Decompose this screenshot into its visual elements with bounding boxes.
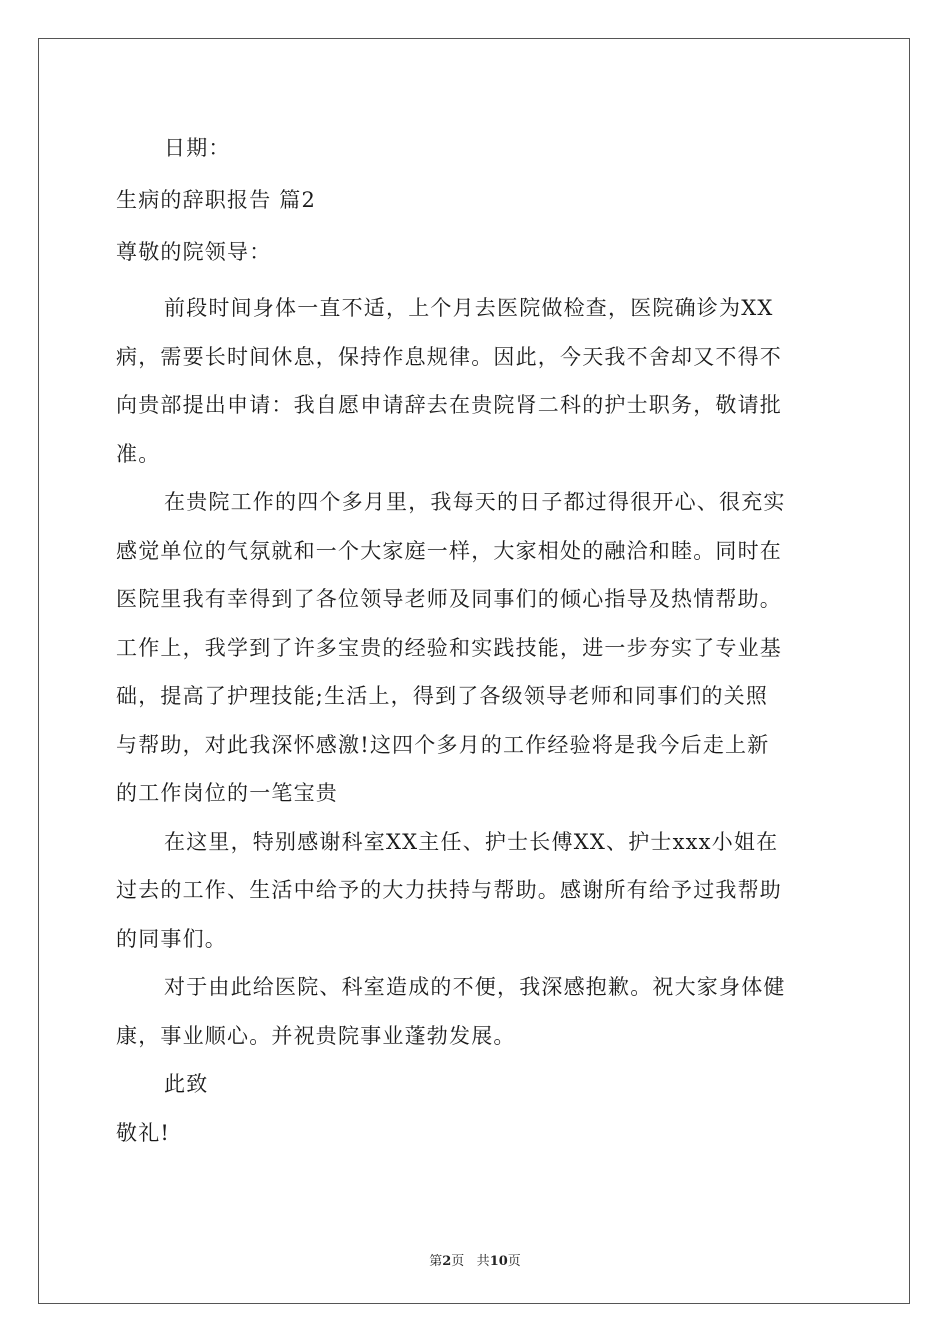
paragraph-line: 前段时间身体一直不适，上个月去医院做检查，医院确诊为XX — [164, 296, 774, 320]
footer-prefix: 第 — [429, 1254, 443, 1269]
footer-page-unit: 页 — [451, 1254, 465, 1269]
salutation: 尊敬的院领导： — [116, 240, 272, 264]
paragraph-line: 感觉单位的气氛就和一个大家庭一样，大家相处的融洽和睦。同时在 — [116, 538, 782, 563]
paragraph-line: 向贵部提出申请：我自愿申请辞去在贵院肾二科的护士职务，敬请批 — [116, 393, 782, 417]
section-title: 生病的辞职报告 篇2 — [116, 188, 317, 212]
paragraph-line: 的工作岗位的一笔宝贵 — [116, 781, 338, 805]
footer-total-prefix: 共 — [476, 1254, 490, 1269]
paragraph-4 — [116, 963, 836, 1060]
paragraph-3 — [116, 818, 836, 964]
total-page-count: 10 — [489, 1254, 508, 1269]
closing-line-2: 敬礼! — [116, 1120, 171, 1145]
paragraph-line: 准。 — [116, 441, 161, 466]
paragraph-line: 对于由此给医院、科室造成的不便，我深感抱歉。祝大家身体健 — [164, 975, 786, 999]
document-body — [116, 128, 836, 1157]
paragraph-line: 工作上，我学到了许多宝贵的经验和实践技能，进一步夯实了专业基 — [116, 635, 782, 660]
paragraph-1 — [116, 284, 836, 478]
paragraph-line: 在贵院工作的四个多月里，我每天的日子都过得很开心、很充实 — [164, 490, 786, 514]
paragraph-line: 过去的工作、生活中给予的大力扶持与帮助。感谢所有给予过我帮助 — [116, 878, 782, 902]
paragraph-2 — [116, 478, 836, 818]
footer-total-unit: 页 — [507, 1254, 521, 1269]
paragraph-line: 康，事业顺心。并祝贵院事业蓬勃发展。 — [116, 1023, 516, 1048]
current-page-number: 2 — [442, 1254, 452, 1269]
page-footer — [0, 1250, 950, 1269]
date-label: 日期： — [164, 136, 231, 160]
paragraph-line: 在这里，特别感谢科室XX主任、护士长傅XX、护士xxx小姐在 — [164, 829, 779, 854]
paragraph-line: 医院里我有幸得到了各位领导老师及同事们的倾心指导及热情帮助。 — [116, 587, 782, 611]
paragraph-line: 础，提高了护理技能;生活上，得到了各级领导老师和同事们的关照 — [116, 684, 769, 708]
paragraph-line: 病，需要长时间休息，保持作息规律。因此，今天我不舍却又不得不 — [116, 344, 782, 369]
paragraph-line: 与帮助，对此我深怀感激!这四个多月的工作经验将是我今后走上新 — [116, 732, 770, 757]
paragraph-line: 的同事们。 — [116, 926, 227, 951]
closing-line-1: 此致 — [164, 1072, 209, 1096]
